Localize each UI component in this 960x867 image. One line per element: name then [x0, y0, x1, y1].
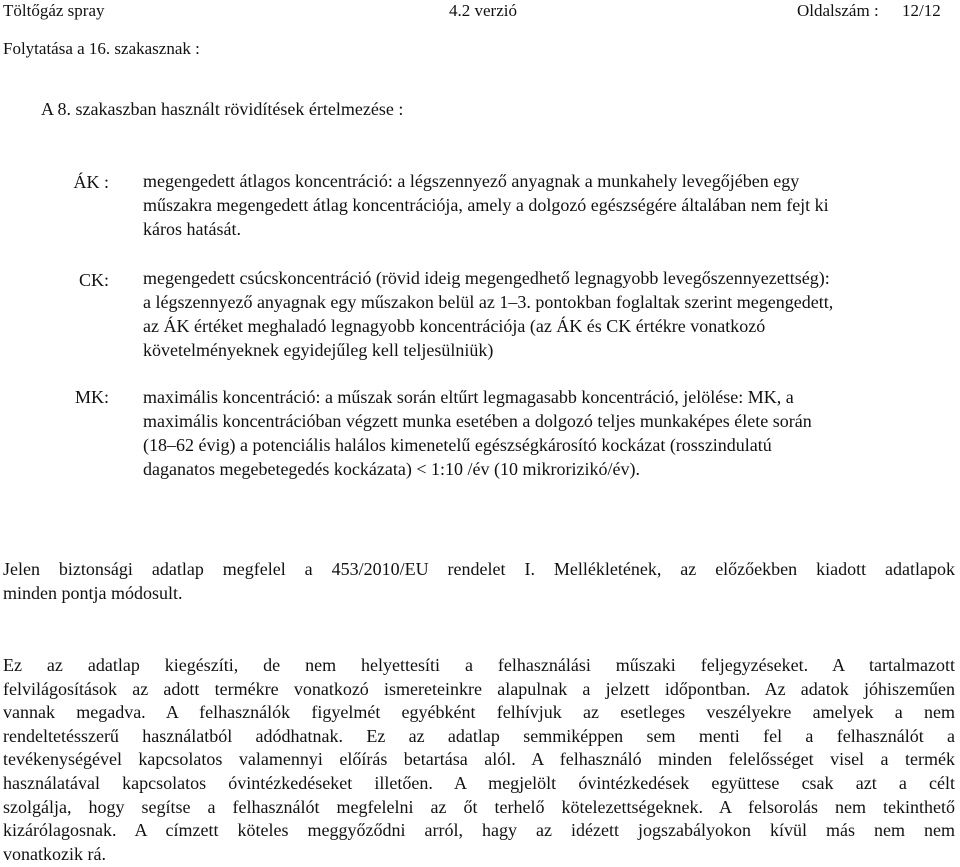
definition-line: maximális koncentrációban végzett munka esetében a dolgozó teljes munkaképes élete során [143, 411, 812, 431]
product-name: Töltőgáz spray [3, 1, 105, 20]
disclaimer-line: vannak megadva. A felhasználók figyelmét egyébként felhívjuk az esetleges veszélyekre amelyek a nem [3, 702, 955, 723]
regulation-statement [3, 557, 955, 605]
version-label: 4.2 verzió [449, 1, 517, 20]
definition-line: (18–62 évig) a potenciális halálos kimenetelű egészségkárosító kockázat (rosszindulatú [143, 435, 772, 455]
definition-line: megengedett csúcskoncentráció (rövid ideig megengedhető legnagyobb levegőszennyezettség): [143, 268, 830, 288]
continuation-note: Folytatása a 16. szakasznak : [3, 39, 200, 58]
regulation-line: Jelen biztonsági adatlap megfelel a 453/2010/EU rendelet I. Mellékletének, az előzőekben kiadott adatlapok [3, 559, 955, 579]
page-label: Oldalszám : [797, 1, 879, 20]
definition-line: daganatos megebetegedés kockázata) < 1:10 /év (10 mikrorizikó/év). [143, 459, 640, 479]
definition-ak [143, 169, 829, 241]
disclaimer-line: használatával kapcsolatos óvintézkedéseket illetően. A megjelölt óvintézkedések együttese csak azt a célt [3, 772, 955, 793]
disclaimer-line: felvilágosítások az adott termékre vonatkozó ismereteinkre alapulnak a jelzett időpontban. Az adatok jóhiszeműen [3, 678, 955, 699]
disclaimer-line: kizárólagosnak. A címzett köteles meggyőződni arról, hagy az idézett jogszabályokon kívül más nem nem [3, 820, 955, 841]
definition-line: műszakra megengedett átlag koncentrációja, amely a dolgozó egészségére általában nem fejt ki [143, 195, 829, 215]
abbreviations-intro: A 8. szakaszban használt rövidítések értelmezése : [41, 99, 404, 119]
disclaimer-line: Ez az adatlap kiegészíti, de nem helyettesíti a felhasználási műszaki feljegyzéseket. A tartalmazott [3, 655, 955, 675]
definition-mk [143, 385, 812, 481]
term-ck: CK: [78, 270, 109, 290]
definition-line: megengedett átlagos koncentráció: a légszennyező anyagnak a munkahely levegőjében egy [143, 171, 800, 191]
disclaimer-line: rendeltetésszerű használatból adódhatnak. Ez az adatlap semmiképpen sem menti fel a felhasználót a [3, 725, 955, 746]
definition-line: maximális koncentráció: a műszak során eltűrt legmagasabb koncentráció, jelölése: MK, a [143, 387, 794, 407]
definition-line: követelményeknek egyidejűleg kell teljesülniük) [143, 340, 494, 360]
definition-line: káros hatását. [143, 219, 241, 239]
disclaimer-line: tevékenységével kapcsolatos valamennyi előírás betartása alól. A felhasználó minden felelősséget visel a termék [3, 749, 955, 770]
definition-ck [143, 266, 833, 362]
definition-line: az ÁK értéket meghaladó legnagyobb koncentrációja (az ÁK és CK értékre vonatkozó [143, 316, 766, 336]
term-mk: MK: [74, 387, 109, 407]
disclaimer-line: szolgálja, hogy segítse a felhasználót megfelelni az őt terhelő kötelezettségeknek. A felsorolás nem tekinthető [3, 796, 955, 817]
disclaimer-line: vonatkozik rá. [3, 843, 106, 864]
regulation-line: minden pontja módosult. [3, 583, 183, 603]
definition-line: a légszennyező anyagnak egy műszakon belül az 1–3. pontokban foglaltak szerint megengedett, [143, 292, 834, 312]
term-ak: ÁK : [73, 172, 109, 192]
page-number: 12/12 [902, 1, 941, 20]
disclaimer-paragraph [3, 654, 955, 866]
